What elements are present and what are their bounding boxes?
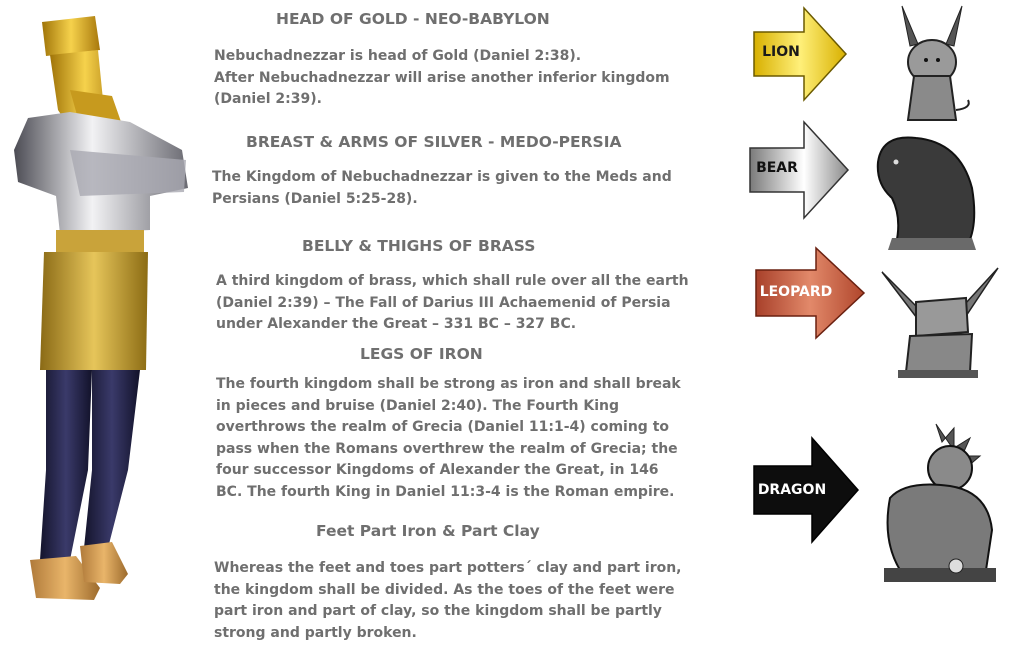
paragraph-breast-of-silver bbox=[212, 167, 672, 210]
paragraph-legs-of-iron bbox=[216, 374, 681, 503]
text-line: part iron and part of clay, so the kingdom shall be partly bbox=[214, 603, 662, 619]
paragraph-head-of-gold bbox=[214, 46, 670, 111]
text-line: in pieces and bruise (Daniel 2:40). The Fourth King bbox=[216, 397, 620, 414]
winged-lion-icon bbox=[888, 4, 976, 126]
beast-label-dragon: DRAGON bbox=[757, 482, 827, 498]
heading-head-of-gold: HEAD OF GOLD - NEO-BABYLON bbox=[276, 10, 550, 28]
text-line: The Kingdom of Nebuchadnezzar is given to the Meds and bbox=[212, 169, 672, 185]
text-line: BC. The fourth King in Daniel 11:3-4 is the Roman empire. bbox=[216, 483, 675, 500]
heading-feet-iron-clay: Feet Part Iron & Part Clay bbox=[316, 522, 540, 540]
paragraph-belly-of-brass bbox=[216, 271, 689, 336]
statue-figure-icon bbox=[0, 0, 200, 610]
beast-label-lion: LION bbox=[762, 44, 800, 60]
text-line: strong and partly broken. bbox=[214, 624, 417, 641]
dragon-beast-icon bbox=[876, 420, 1002, 586]
beast-label-leopard: LEOPARD bbox=[759, 284, 833, 300]
text-line: overthrows the realm of Grecia (Daniel 11:1-4) coming to bbox=[216, 419, 670, 435]
text-line: (Daniel 2:39). bbox=[214, 91, 322, 107]
text-line: four successor Kingdoms of Alexander the Great, in 146 bbox=[216, 462, 659, 478]
heading-breast-of-silver: BREAST & ARMS OF SILVER - MEDO-PERSIA bbox=[246, 133, 622, 151]
beast-label-bear: BEAR bbox=[756, 160, 798, 176]
heading-belly-of-brass: BELLY & THIGHS OF BRASS bbox=[302, 237, 536, 255]
text-line: Nebuchadnezzar is head of Gold (Daniel 2:38). bbox=[214, 48, 582, 64]
text-line: Persians (Daniel 5:25-28). bbox=[212, 190, 418, 207]
text-line: Whereas the feet and toes part potters´ clay and part iron, bbox=[214, 560, 682, 576]
bear-icon bbox=[872, 128, 982, 252]
text-line: the kingdom shall be divided. As the toes of the feet were bbox=[214, 581, 675, 598]
lion-arrow bbox=[752, 6, 848, 102]
winged-leopard-icon bbox=[876, 262, 1004, 380]
text-line: After Nebuchadnezzar will arise another inferior kingdom bbox=[214, 69, 670, 86]
paragraph-feet-iron-clay bbox=[214, 558, 682, 644]
text-line: pass when the Romans overthrew the realm of Grecia; the bbox=[216, 440, 678, 457]
dragon-arrow bbox=[752, 436, 860, 544]
text-line: A third kingdom of brass, which shall rule over all the earth bbox=[216, 273, 689, 289]
text-line: (Daniel 2:39) – The Fall of Darius III Achaemenid of Persia bbox=[216, 294, 671, 311]
text-line: The fourth kingdom shall be strong as iron and shall break bbox=[216, 376, 681, 392]
heading-legs-of-iron: LEGS OF IRON bbox=[360, 345, 483, 363]
text-line: under Alexander the Great – 331 BC – 327 BC. bbox=[216, 316, 577, 332]
bear-arrow bbox=[748, 120, 852, 220]
leopard-arrow bbox=[754, 246, 866, 340]
